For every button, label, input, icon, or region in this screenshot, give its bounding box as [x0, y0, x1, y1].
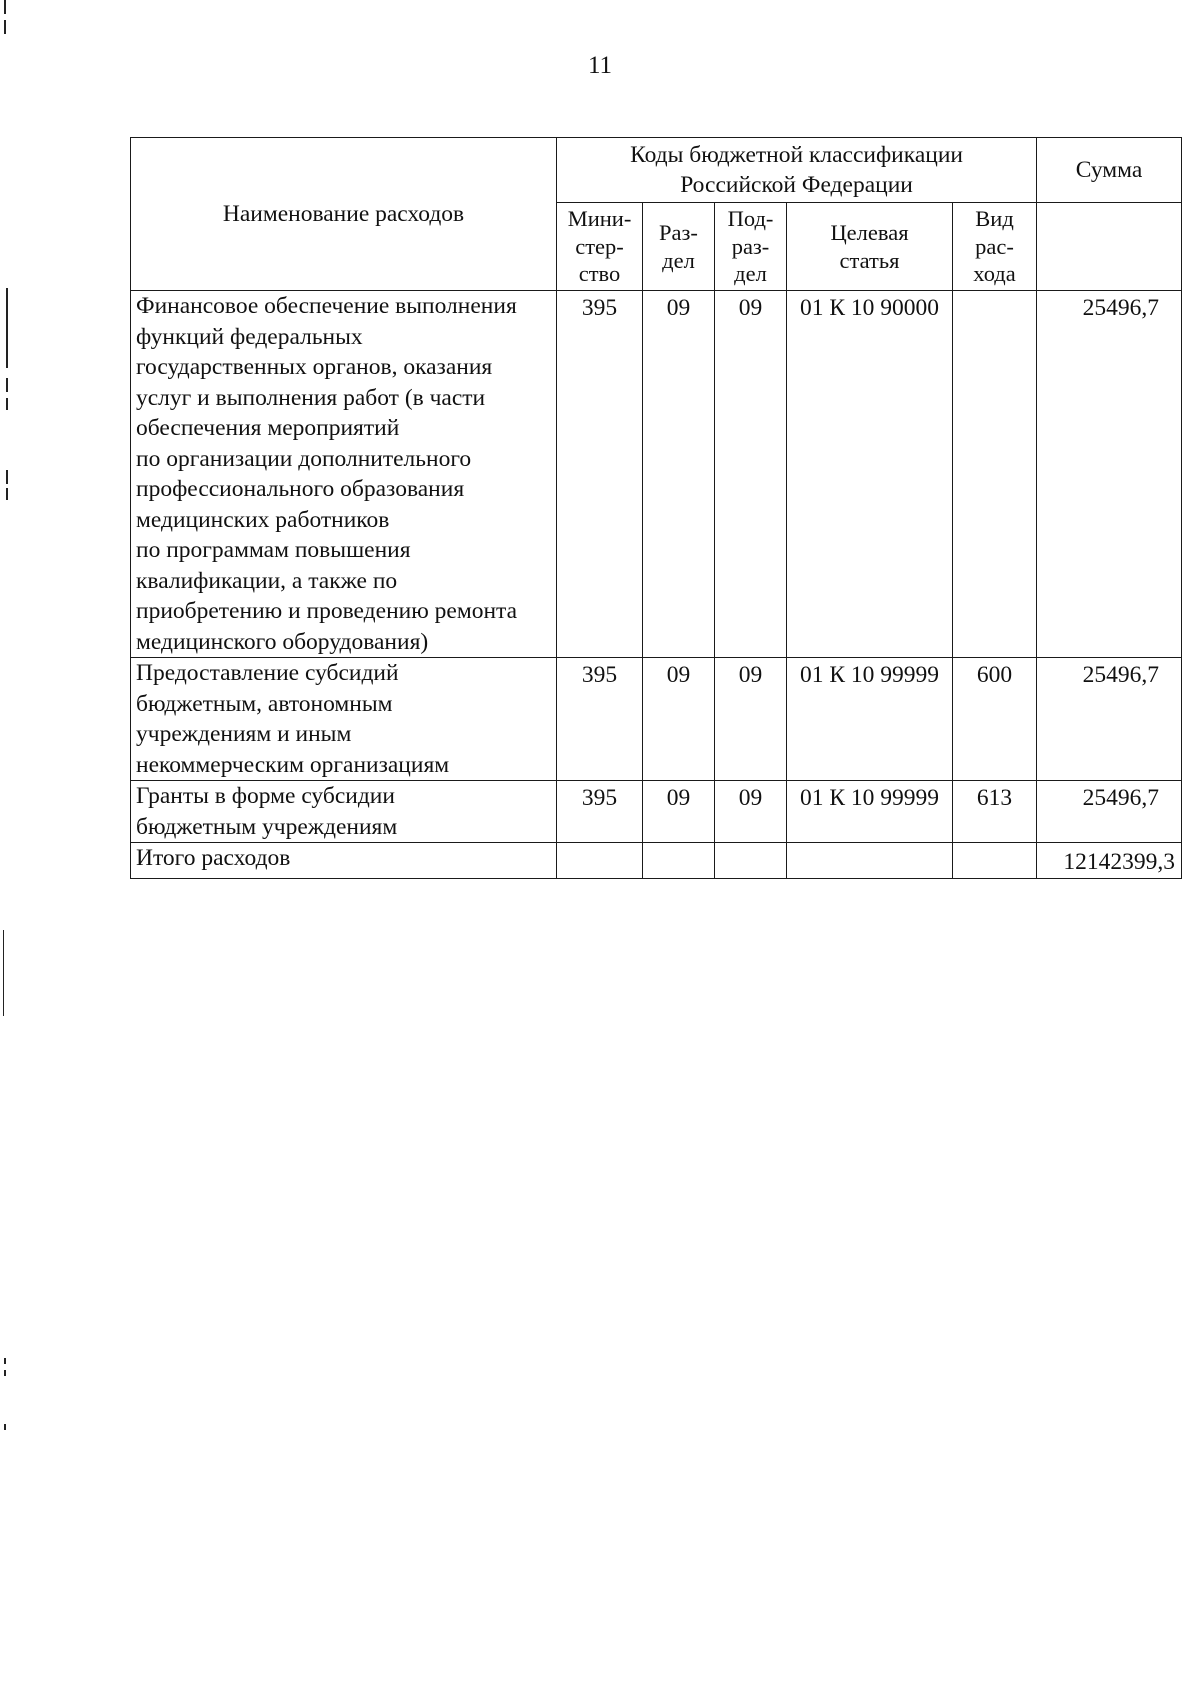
row-ministry: 395 [557, 291, 643, 658]
header-target-article: Целевая статья [787, 203, 953, 291]
scan-margin-mark [6, 488, 8, 500]
row-section: 09 [643, 291, 715, 658]
header-ministry: Мини- стер- ство [557, 203, 643, 291]
row-section: 09 [643, 781, 715, 843]
scan-margin-mark [6, 470, 8, 484]
row-target-article: 01 К 10 99999 [787, 658, 953, 781]
scan-margin-mark [3, 930, 4, 1016]
scan-margin-mark [4, 1358, 6, 1364]
row-section: 09 [643, 658, 715, 781]
row-ministry: 395 [557, 658, 643, 781]
budget-expenses-table [130, 137, 1182, 879]
scan-margin-mark [4, 1370, 6, 1376]
table-row [131, 658, 1182, 781]
total-empty-cell [643, 843, 715, 879]
row-expense-name: Гранты в форме субсидии бюджетным учреждениям [131, 781, 557, 843]
row-expense-type: 613 [953, 781, 1037, 843]
row-sum: 25496,7 [1037, 781, 1182, 843]
total-sum: 12142399,3 [1037, 843, 1182, 879]
total-empty-cell [557, 843, 643, 879]
header-expense-name: Наименование расходов [131, 138, 557, 291]
total-empty-cell [953, 843, 1037, 879]
row-expense-name: Финансовое обеспечение выполнения функций федеральных государственных органов, оказания услуг и выполнения работ (в части обеспечения мероприятий по организации дополнительного профессионального образования медицинских работников по программам повышения квалификации, а также по приобретению и проведению ремонта медицинского оборудования) [131, 291, 557, 658]
row-subsection: 09 [715, 781, 787, 843]
scan-margin-mark [6, 288, 8, 368]
scan-margin-mark [6, 398, 8, 410]
row-subsection: 09 [715, 291, 787, 658]
total-empty-cell [787, 843, 953, 879]
scan-margin-mark [4, 0, 6, 14]
scan-margin-mark [6, 378, 8, 392]
row-expense-type: 600 [953, 658, 1037, 781]
row-sum: 25496,7 [1037, 291, 1182, 658]
total-label: Итого расходов [131, 843, 557, 879]
page-number: 11 [587, 52, 613, 79]
row-subsection: 09 [715, 658, 787, 781]
table-row [131, 781, 1182, 843]
header-subsection: Под- раз- дел [715, 203, 787, 291]
header-section: Раз- дел [643, 203, 715, 291]
row-expense-type [953, 291, 1037, 658]
row-ministry: 395 [557, 781, 643, 843]
row-expense-name: Предоставление субсидий бюджетным, автономным учреждениям и иным некоммерческим организациям [131, 658, 557, 781]
table-row [131, 291, 1182, 658]
scan-margin-mark [4, 20, 6, 34]
row-target-article: 01 К 10 99999 [787, 781, 953, 843]
header-sum: Сумма [1037, 138, 1182, 203]
total-row [131, 843, 1182, 879]
header-sum-empty [1037, 203, 1182, 291]
header-budget-codes: Коды бюджетной классификации Российской Федерации [557, 138, 1037, 203]
row-sum: 25496,7 [1037, 658, 1182, 781]
row-target-article: 01 К 10 90000 [787, 291, 953, 658]
total-empty-cell [715, 843, 787, 879]
scan-margin-mark [4, 1424, 6, 1430]
header-expense-type: Вид рас- хода [953, 203, 1037, 291]
